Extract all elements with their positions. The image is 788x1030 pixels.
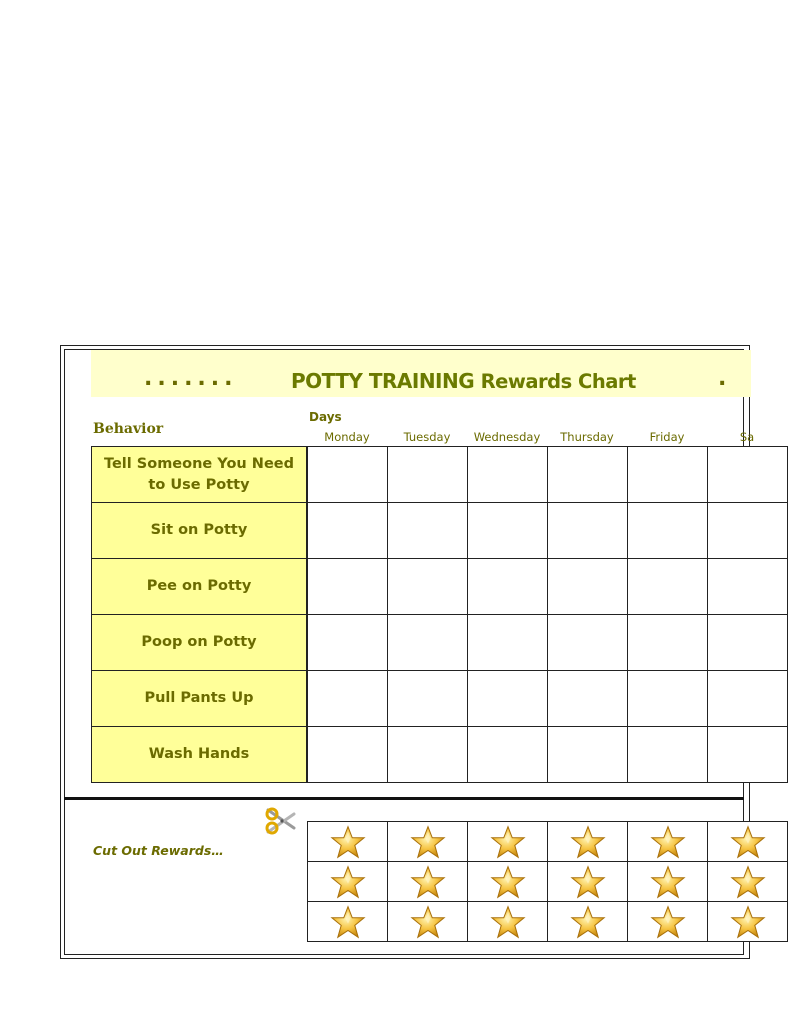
day-header-4: Friday bbox=[649, 430, 685, 444]
tracking-cell bbox=[707, 614, 788, 671]
tracking-cell bbox=[627, 446, 708, 503]
tracking-cell bbox=[467, 446, 548, 503]
behavior-cell: Tell Someone You Need to Use Potty bbox=[91, 446, 307, 503]
star-icon bbox=[491, 905, 525, 939]
reward-star-cell bbox=[707, 861, 788, 902]
tracking-cell bbox=[627, 558, 708, 615]
tracking-cell bbox=[547, 502, 628, 559]
tracking-cell bbox=[547, 726, 628, 783]
day-header-3: Thursday bbox=[560, 430, 614, 444]
star-icon bbox=[331, 865, 365, 899]
reward-star-cell bbox=[307, 821, 388, 862]
tracking-cell bbox=[307, 726, 388, 783]
tracking-cell bbox=[547, 558, 628, 615]
star-icon bbox=[571, 825, 605, 859]
title-main: POTTY TRAINING bbox=[291, 369, 475, 393]
day-header-0: Monday bbox=[324, 430, 370, 444]
reward-star-cell bbox=[707, 821, 788, 862]
cut-out-rewards-label: Cut Out Rewards… bbox=[93, 843, 224, 858]
tracking-cell bbox=[627, 502, 708, 559]
tracking-cell bbox=[467, 726, 548, 783]
reward-star-cell bbox=[387, 901, 468, 942]
page-title bbox=[291, 369, 636, 393]
reward-star-cell bbox=[627, 901, 708, 942]
reward-star-cell bbox=[387, 861, 468, 902]
tracking-cell bbox=[387, 502, 468, 559]
title-dots-left: ....... bbox=[144, 366, 238, 391]
behavior-column-label: Behavior bbox=[93, 421, 164, 437]
tracking-cell bbox=[707, 502, 788, 559]
star-icon bbox=[331, 905, 365, 939]
cut-line-divider bbox=[64, 797, 744, 800]
behavior-cell: Wash Hands bbox=[91, 726, 307, 783]
reward-star-cell bbox=[307, 861, 388, 902]
title-dots-right: . bbox=[718, 366, 732, 391]
tracking-cell bbox=[627, 726, 708, 783]
tracking-cell bbox=[547, 614, 628, 671]
star-icon bbox=[571, 905, 605, 939]
reward-star-cell bbox=[307, 901, 388, 942]
star-icon bbox=[651, 825, 685, 859]
reward-star-cell bbox=[547, 821, 628, 862]
reward-star-cell bbox=[707, 901, 788, 942]
tracking-cell bbox=[307, 502, 388, 559]
reward-star-cell bbox=[627, 821, 708, 862]
tracking-cell bbox=[307, 558, 388, 615]
days-label: Days bbox=[309, 410, 342, 424]
reward-star-cell bbox=[467, 861, 548, 902]
tracking-cell bbox=[467, 558, 548, 615]
tracking-cell bbox=[547, 670, 628, 727]
tracking-cell bbox=[707, 558, 788, 615]
day-header-5: Sa bbox=[739, 430, 755, 444]
star-icon bbox=[491, 825, 525, 859]
star-icon bbox=[731, 865, 765, 899]
star-icon bbox=[411, 905, 445, 939]
tracking-cell bbox=[387, 446, 468, 503]
tracking-cell bbox=[627, 670, 708, 727]
star-icon bbox=[651, 905, 685, 939]
star-icon bbox=[411, 865, 445, 899]
tracking-cell bbox=[547, 446, 628, 503]
star-icon bbox=[731, 905, 765, 939]
tracking-cell bbox=[707, 726, 788, 783]
star-icon bbox=[651, 865, 685, 899]
title-rest: Rewards Chart bbox=[480, 370, 636, 393]
reward-star-cell bbox=[547, 861, 628, 902]
tracking-cell bbox=[387, 726, 468, 783]
day-header-1: Tuesday bbox=[403, 430, 451, 444]
day-header-2: Wednesday bbox=[473, 430, 541, 444]
tracking-cell bbox=[707, 670, 788, 727]
tracking-cell bbox=[467, 614, 548, 671]
tracking-cell bbox=[307, 446, 388, 503]
star-icon bbox=[411, 825, 445, 859]
tracking-cell bbox=[387, 670, 468, 727]
star-icon bbox=[331, 825, 365, 859]
reward-star-cell bbox=[627, 861, 708, 902]
star-icon bbox=[571, 865, 605, 899]
star-icon bbox=[731, 825, 765, 859]
reward-star-cell bbox=[467, 821, 548, 862]
star-icon bbox=[491, 865, 525, 899]
tracking-cell bbox=[307, 670, 388, 727]
reward-star-cell bbox=[547, 901, 628, 942]
tracking-cell bbox=[467, 670, 548, 727]
reward-star-cell bbox=[387, 821, 468, 862]
behavior-cell: Poop on Potty bbox=[91, 614, 307, 671]
reward-star-cell bbox=[467, 901, 548, 942]
behavior-cell: Sit on Potty bbox=[91, 502, 307, 559]
scissors-icon bbox=[264, 806, 300, 836]
tracking-cell bbox=[387, 558, 468, 615]
tracking-cell bbox=[707, 446, 788, 503]
behavior-cell: Pull Pants Up bbox=[91, 670, 307, 727]
tracking-cell bbox=[307, 614, 388, 671]
tracking-cell bbox=[467, 502, 548, 559]
tracking-cell bbox=[387, 614, 468, 671]
tracking-cell bbox=[627, 614, 708, 671]
behavior-cell: Pee on Potty bbox=[91, 558, 307, 615]
